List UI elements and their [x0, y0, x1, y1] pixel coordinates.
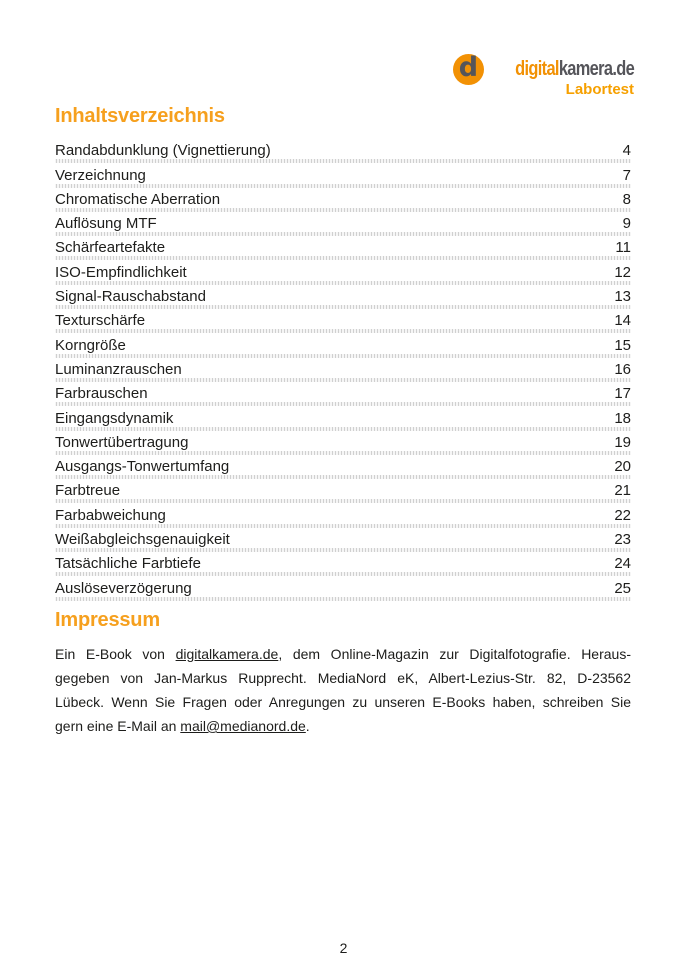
impressum-section [55, 610, 631, 738]
impressum-text-segment: , dem Online-Magazin zur Digitalfotografie. Heraus- [278, 646, 631, 662]
toc-row [55, 576, 631, 600]
toc-entry-label: Ausgangs-Tonwertumfang [55, 458, 230, 476]
toc-entry-page: 14 [614, 312, 631, 330]
toc-row [55, 188, 631, 212]
toc-entry-label: Weißabgleichsgenauigkeit [55, 531, 230, 549]
toc-row [55, 285, 631, 309]
impressum-text-segment: Ein E-Book von [55, 646, 176, 662]
toc-entry-page: 23 [614, 531, 631, 549]
impressum-text-segment: . [305, 718, 310, 734]
toc-entry-label: Auslöseverzögerung [55, 579, 192, 597]
toc-entry-label: Tatsächliche Farbtiefe [55, 555, 201, 573]
toc-entry-label: Verzeichnung [55, 166, 146, 184]
logo-row [453, 54, 634, 85]
toc-entry-page: 4 [622, 142, 631, 160]
toc-entry-page: 11 [615, 239, 631, 257]
brand-d-letter: d [458, 52, 479, 83]
toc-entry-page: 9 [622, 215, 631, 233]
toc-entry-label: ISO-Empfindlichkeit [55, 263, 187, 281]
toc-entry-label: Schärfeartefakte [55, 239, 166, 257]
toc-row [55, 455, 631, 479]
digitalkamera-de-link[interactable]: digitalkamera.de [175, 646, 279, 662]
toc-entry-page: 13 [614, 288, 631, 306]
page-number: 2 [339, 940, 348, 956]
toc-entry-page: 16 [614, 360, 631, 378]
toc-entry-page: 7 [622, 166, 631, 184]
brand-wordmark-kamera-de: kamera.de [558, 58, 634, 80]
toc-entry-label: Farbtreue [55, 482, 121, 500]
brand-d-icon [453, 54, 484, 85]
toc-row [55, 528, 631, 552]
toc-entry-label: Signal-Rauschabstand [55, 288, 206, 306]
toc-entry-label: Tonwertübertragung [55, 433, 189, 451]
impressum-line: gegeben von Jan-Markus Rupprecht. MediaNord eK, Albert-Lezius-Str. 82, D-23562 [55, 670, 631, 686]
toc-row [55, 552, 631, 576]
toc-rows [55, 139, 631, 601]
toc-entry-page: 21 [614, 482, 631, 500]
toc-entry-label: Korngröße [55, 336, 126, 354]
toc-row [55, 163, 631, 187]
toc-row [55, 503, 631, 527]
brand-tagline: Labortest [565, 81, 634, 98]
toc-entry-page: 19 [614, 433, 631, 451]
table-of-contents [55, 106, 631, 601]
toc-row [55, 431, 631, 455]
toc-row [55, 358, 631, 382]
toc-row [55, 309, 631, 333]
toc-row [55, 333, 631, 357]
impressum-line [55, 714, 631, 738]
toc-entry-label: Randabdunklung (Vignettierung) [55, 142, 271, 160]
brand-wordmark-digital: digital [515, 58, 559, 80]
impressum-text-segment: gern eine E-Mail an [55, 718, 181, 734]
toc-row [55, 479, 631, 503]
toc-entry-page: 12 [614, 263, 631, 281]
digitalkamera-logo [453, 54, 634, 98]
toc-entry-page: 22 [614, 506, 631, 524]
toc-entry-label: Luminanzrauschen [55, 360, 182, 378]
toc-entry-label: Farbrauschen [55, 385, 148, 403]
toc-entry-page: 24 [614, 555, 631, 573]
toc-title: Inhaltsverzeichnis [55, 105, 225, 127]
toc-entry-page: 18 [614, 409, 631, 427]
toc-entry-label: Farbabweichung [55, 506, 166, 524]
toc-entry-label: Texturschärfe [55, 312, 146, 330]
toc-row [55, 406, 631, 430]
toc-row [55, 260, 631, 284]
toc-row [55, 236, 631, 260]
toc-entry-label: Chromatische Aberration [55, 190, 221, 208]
toc-entry-page: 8 [622, 190, 631, 208]
toc-row [55, 212, 631, 236]
email-link[interactable]: mail@medianord.de [180, 718, 306, 734]
brand-wordmark [515, 58, 634, 81]
toc-entry-page: 20 [614, 458, 631, 476]
toc-entry-page: 15 [614, 336, 631, 354]
impressum-text [55, 642, 631, 738]
toc-row [55, 382, 631, 406]
toc-entry-label: Auflösung MTF [55, 215, 157, 233]
impressum-title: Impressum [55, 609, 160, 631]
impressum-line [55, 642, 631, 666]
toc-entry-page: 17 [614, 385, 631, 403]
toc-entry-label: Eingangsdynamik [55, 409, 174, 427]
toc-row [55, 139, 631, 163]
toc-entry-page: 25 [614, 579, 631, 597]
impressum-line: Lübeck. Wenn Sie Fragen oder Anregungen zu unseren E-Books haben, schreiben Sie [55, 694, 631, 710]
